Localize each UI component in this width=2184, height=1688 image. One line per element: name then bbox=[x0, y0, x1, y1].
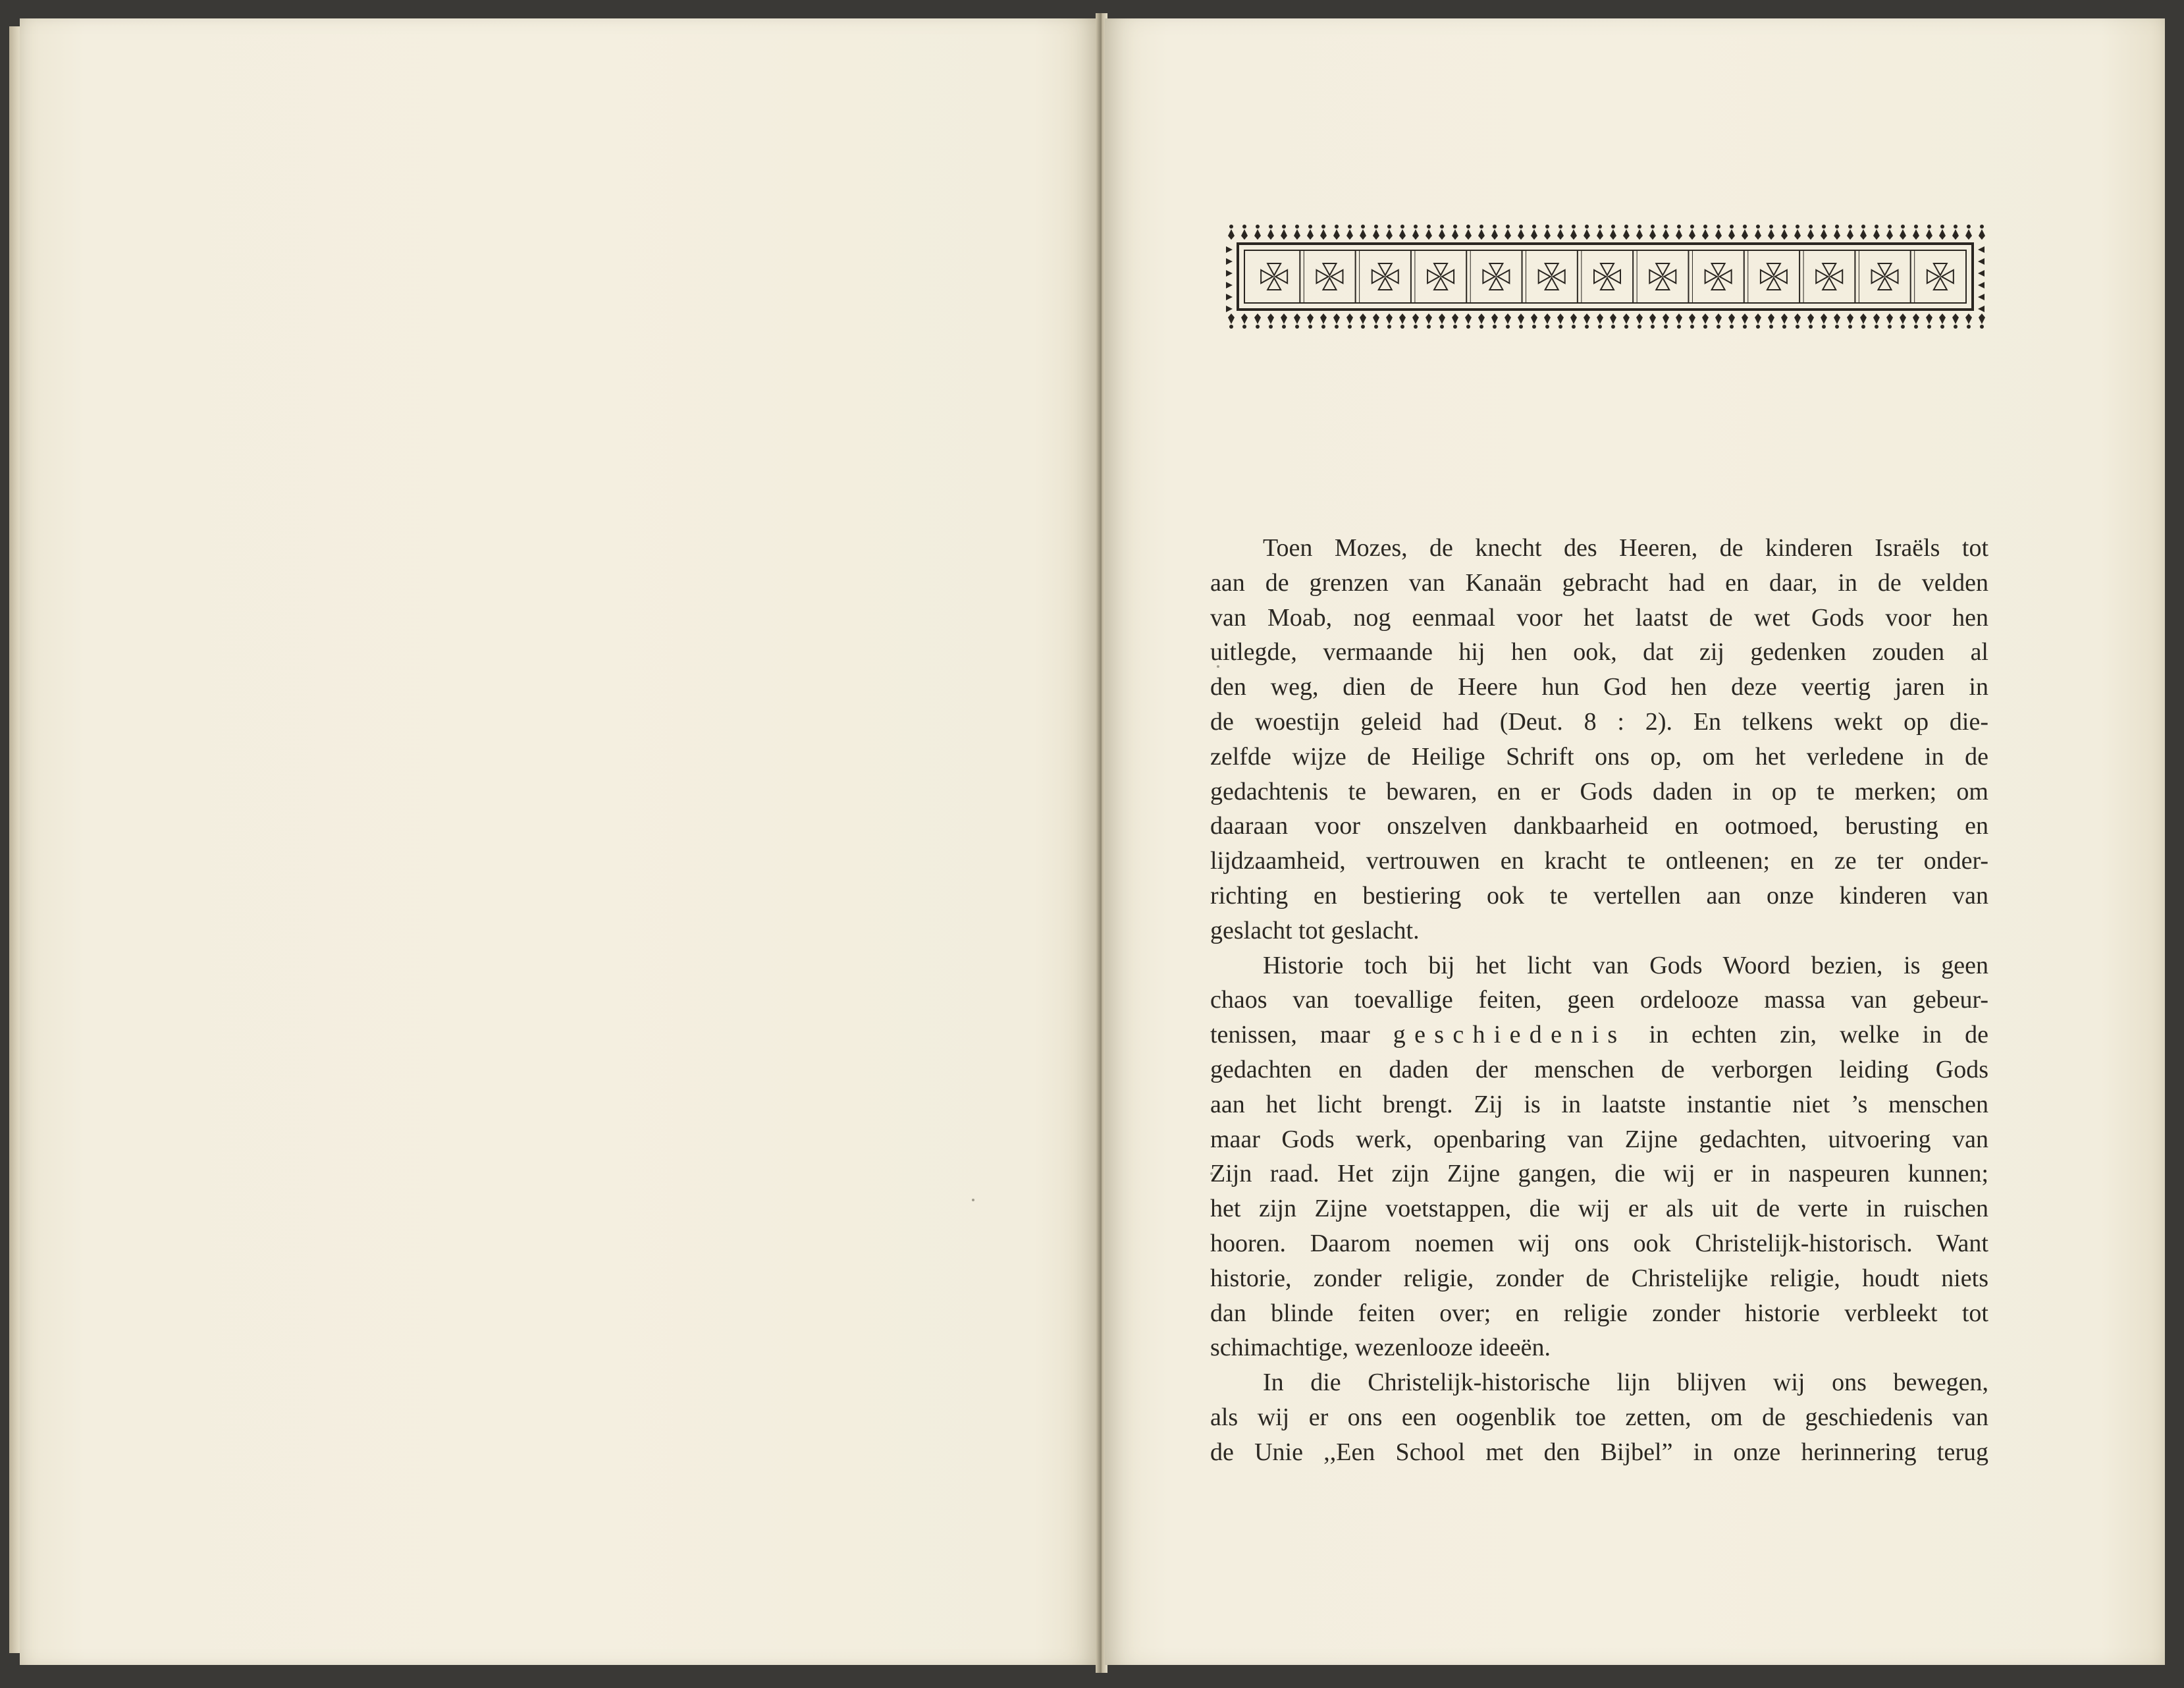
text-line: richting en bestiering ook te vertellen aan onze kinderen van bbox=[1210, 881, 1988, 910]
text-line: de woestijn geleid had (Deut. 8 : 2). En telkens wekt op die- bbox=[1210, 707, 1988, 736]
paper-speck bbox=[972, 1199, 974, 1201]
text-line: dan blinde feiten over; en religie zonder historie verbleekt tot bbox=[1210, 1299, 1988, 1327]
paper-speck bbox=[1217, 665, 1219, 668]
text-line: hooren. Daarom noemen wij ons ook Christelijk-historisch. Want bbox=[1210, 1229, 1988, 1257]
text-line: gedachtenis te bewaren, en er Gods daden in op te merken; om bbox=[1210, 777, 1988, 805]
paragraph bbox=[1210, 531, 1988, 948]
body-text bbox=[1210, 531, 1988, 1470]
text-line: van Moab, nog eenmaal voor het laatst de wet Gods voor hen bbox=[1210, 603, 1988, 632]
text-line: zelfde wijze de Heilige Schrift ons op, om het verledene in de bbox=[1210, 742, 1988, 771]
text-line: historie, zonder religie, zonder de Christelijke religie, houdt niets bbox=[1210, 1264, 1988, 1292]
decorative-header-band bbox=[1223, 224, 1987, 329]
text-line: uitlegde, vermaande hij hen ook, dat zij gedenken zouden al bbox=[1210, 638, 1988, 667]
text-line: chaos van toevallige feiten, geen ordelooze massa van gebeur- bbox=[1210, 986, 1988, 1014]
text-line: In die Christelijk-historische lijn blijven wij ons bewegen, bbox=[1263, 1369, 1988, 1397]
text-line: daaraan voor onszelven dankbaarheid en ootmoed, berusting en bbox=[1210, 812, 1988, 840]
text-line: Zijn raad. Het zijn Zijne gangen, die wij er in naspeuren kunnen; bbox=[1210, 1160, 1988, 1188]
text-line: maar Gods werk, openbaring van Zijne gedachten, uitvoering van bbox=[1210, 1125, 1988, 1153]
text-line: lijdzaamheid, vertrouwen en kracht te ontleenen; en ze ter onder- bbox=[1210, 847, 1988, 875]
text-line: het zijn Zijne voetstappen, die wij er als uit de verte in ruischen bbox=[1210, 1195, 1988, 1223]
paper-speck bbox=[1210, 1172, 1213, 1175]
text-line: tenissen, maar geschiedenis in echten zin, welke in de bbox=[1210, 1021, 1988, 1049]
text-line: de Unie ,,Een School met den Bijbel” in onze herinnering terug bbox=[1210, 1438, 1988, 1466]
text-line: geslacht tot geslacht. bbox=[1210, 916, 1420, 944]
text-line: gedachten en daden der menschen de verborgen leiding Gods bbox=[1210, 1055, 1988, 1083]
text-line: schimachtige, wezenlooze ideeën. bbox=[1210, 1334, 1551, 1362]
paragraph bbox=[1210, 948, 1988, 1366]
left-page bbox=[20, 18, 1100, 1665]
text-line: als wij er ons een oogenblik toe zetten, om de geschiedenis van bbox=[1210, 1403, 1988, 1431]
text-line: aan het licht brengt. Zij is in laatste instantie niet ’s menschen bbox=[1210, 1090, 1988, 1118]
text-line: Toen Mozes, de knecht des Heeren, de kinderen Israëls tot bbox=[1263, 534, 1988, 562]
paragraph bbox=[1210, 1365, 1988, 1469]
text-line: aan de grenzen van Kanaän gebracht had en daar, in de velden bbox=[1210, 568, 1988, 597]
text-line: den weg, dien de Heere hun God hen deze veertig jaren in bbox=[1210, 673, 1988, 701]
text-line: Historie toch bij het licht van Gods Woord bezien, is geen bbox=[1263, 951, 1988, 979]
